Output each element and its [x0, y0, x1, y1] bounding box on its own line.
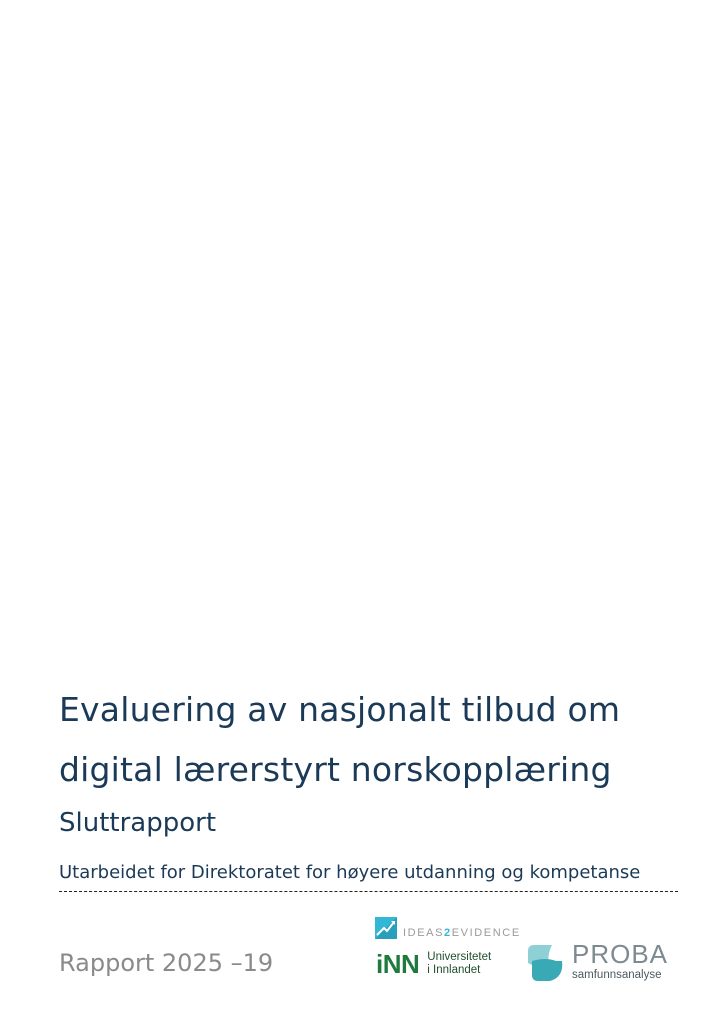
dashed-divider	[59, 891, 678, 892]
title-line-1: Evaluering av nasjonalt tilbud om	[59, 690, 621, 729]
prepared-for-text: Utarbeidet for Direktoratet for høyere utdanning og kompetanse	[59, 862, 641, 883]
proba-sub: samfunnsanalyse	[572, 969, 662, 981]
inn-mark: iNN	[376, 949, 420, 979]
i2e-two: 2	[444, 927, 452, 939]
proba-logo	[526, 939, 669, 982]
report-title	[59, 680, 679, 800]
inn-logo	[376, 951, 491, 977]
i2e-suffix: EVIDENCE	[451, 927, 521, 939]
proba-wordmark	[572, 939, 669, 982]
title-line-2: digital lærerstyrt norskopplæring	[59, 750, 612, 789]
chart-arrow-icon	[375, 917, 397, 939]
leaf-icon	[526, 943, 564, 981]
inn-wordmark	[427, 951, 491, 977]
i2e-prefix: IDEAS	[403, 927, 445, 939]
ideas2evidence-wordmark	[403, 927, 521, 939]
inn-line-1: Universitetet	[427, 951, 492, 963]
proba-name: PROBA	[572, 939, 669, 969]
report-number: Rapport 2025 –19	[59, 949, 274, 977]
ideas2evidence-logo	[375, 917, 521, 939]
inn-line-2: i Innlandet	[427, 964, 481, 976]
report-subtitle: Sluttrapport	[59, 808, 217, 838]
